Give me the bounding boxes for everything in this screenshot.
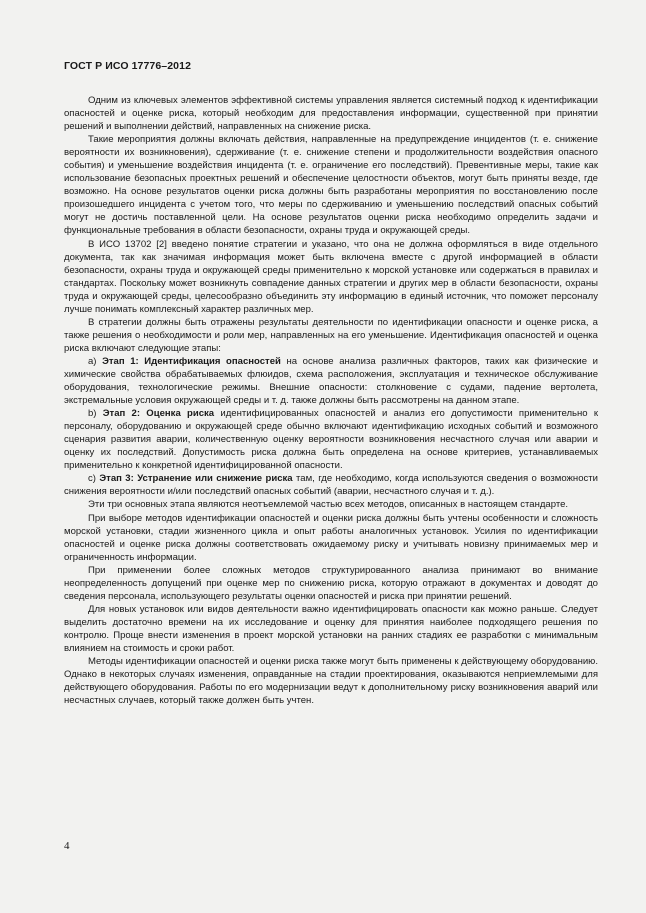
stage-item (64, 407, 598, 472)
stage-text: на основе анализа различных факторов, таких как физические и химические свойства обрабатываемых флюидов, схема расположения, эксплуатация и техническое обслуживание оборудования, технологические режимы. Внешние опасности: столкновение с судами, падение вертолета, экстремальные условия окружающей среды и т. д. также должны быть рассмотрены на данном этапе. (64, 355, 598, 407)
document-header: ГОСТ Р ИСО 17776–2012 (64, 60, 192, 72)
paragraph: В стратегии должны быть отражены результаты деятельности по идентификации опасности и оценке риска, а также решения о необходимости и роли мер, направленных на его уменьшение. Идентификация опасностей и оценка риска включают следующие этапы: (64, 316, 598, 354)
paragraph: Одним из ключевых элементов эффективной системы управления является системный подход к идентификации опасностей и оценке риска, который необходим для предоставления информации, существенной при принятии решений и выполнении действий, направленных на снижение риска. (64, 95, 598, 133)
stage-title: Этап 3: Устранение или снижение риска (99, 473, 293, 485)
body-text (64, 94, 598, 707)
paragraph: Методы идентификации опасностей и оценки риска также могут быть применены к действующему оборудованию. Однако в некоторых случаях изменения, оправданные на стадии проектирования, оказываются неприемлемыми для действующего оборудования. Работы по его модернизации ведут к дополнительному риску возникновения аварий или несчастных случаев, который также должен быть учтен. (64, 656, 598, 707)
paragraph: В ИСО 13702 [2] введено понятие стратегии и указано, что она не должна оформляться в виде отдельного документа, так как значимая информация может быть включена вместе с другой информацией в области безопасности, охраны труда и окружающей среды применительно к морской установке или содержаться в правилах и стандартах. Поскольку может возникнуть совпадение данных стратегии и других мер в области безопасности, охраны труда и окружающей среды, целесообразно объединить эту информацию в единый источник, что поможет персоналу лучше понимать комплексный характер различных мер. (64, 238, 598, 315)
paragraph: При выборе методов идентификации опасностей и оценки риска должны быть учтены особенности и сложность морской установки, стадии жизненного цикла и опыт работы аналогичных установок. Усилия по идентификации опасностей и оценке риска должны соответствовать ожидаемому риску и учитывать новизну принимаемых мер и ограниченность информации. (64, 512, 598, 563)
stage-marker: c) (88, 473, 96, 485)
page-number: 4 (64, 840, 70, 852)
paragraph: При применении более сложных методов структурированного анализа принимают во внимание неопределенность допущений при оценке мер по снижению риска, которую отражают в документах и доводят до сведения персонала, использующего результаты оценки опасностей и риска при принятии решений. (64, 564, 598, 602)
stage-item (64, 355, 598, 407)
stage-item (64, 472, 598, 498)
stage-text: идентифицированных опасностей и анализ его допустимости применительно к персоналу, оборудованию и окружающей среде обычно включают идентификацию исходных событий и возможного сценария развития аварии, количественную оценку вероятности возникновения несчастного случая или аварии и оценку их последствий. Допустимость риска должна быть определена на основе критериев, устанавливаемых применительно к конкретной идентифицированной опасности. (64, 408, 599, 472)
paragraph: Для новых установок или видов деятельности важно идентифицировать опасности как можно раньше. Следует выделить достаточно времени на их исследование и оценку для принятия наиболее подходящего решения по контролю. Проще внести изменения в проект морской установки на ранних стадиях ее разработки с минимальным влиянием на стоимость и сроки работ. (64, 603, 598, 654)
paragraph: Эти три основных этапа являются неотъемлемой частью всех методов, описанных в настоящем стандарте. (88, 499, 569, 511)
stage-marker: a) (88, 355, 97, 367)
stage-title: Этап 1: Идентификация опасностей (102, 355, 281, 367)
stage-title: Этап 2: Оценка риска (102, 408, 215, 420)
paragraph: Такие мероприятия должны включать действия, направленные на предупреждение инцидентов (т. е. снижение вероятности их возникновения), сдерживание (т. е. снижение степени и продолжительности воздействия опасного события) и уменьшение воздействия инцидента (т. е. ограничение его последствий). Превентивные меры, такие как использование безопасных проектных решений и обеспечение целостности объектов, могут быть приняты везде, где возможно. На основе результатов оценки риска должны быть разработаны мероприятия по восстановлению после произошедшего инцидента с учетом того, что меры по сдерживанию и уменьшению последствий опасных событий могут не достичь поставленной цели. На основе результатов оценки риска необходимо определить задачи и функциональные требования в области безопасности, охраны труда и окружающей среды. (64, 134, 598, 237)
stage-marker: b) (88, 408, 97, 420)
stage-text: там, где необходимо, когда используются сведения о возможности снижения вероятности и/или последствий опасных событий (аварии, несчастного случая и т. д.). (64, 473, 598, 498)
